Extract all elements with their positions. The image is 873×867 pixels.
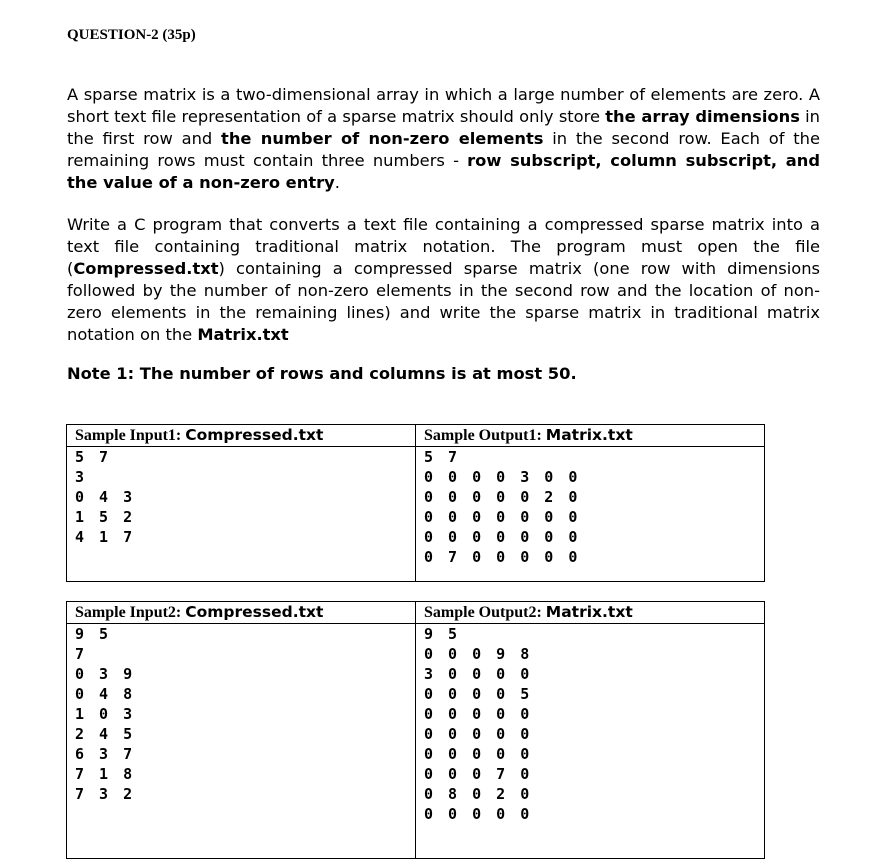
note-line: Note 1: The number of rows and columns is at most 50.: [67, 364, 577, 383]
output-body-cell: [416, 624, 765, 859]
output-line: 9 5: [424, 625, 461, 643]
input-line: 9 5: [75, 625, 112, 643]
input-filename: Compressed.txt: [185, 426, 324, 444]
text-run-bold: the array dimensions: [605, 107, 800, 126]
input-line: 1 0 3: [75, 705, 136, 723]
input-line: 2 4 5: [75, 725, 136, 743]
input-filename: Compressed.txt: [185, 603, 324, 621]
task-paragraph: [67, 214, 820, 346]
input-label: Sample Input2:: [75, 604, 186, 621]
input-line: 7: [75, 645, 88, 663]
output-line: 0 0 0 9 8: [424, 645, 533, 663]
input-line: 7 3 2: [75, 785, 136, 803]
output-line: 5 7: [424, 448, 461, 466]
text-run-bold: Compressed.txt: [73, 259, 219, 278]
output-line: 0 0 0 0 0: [424, 805, 533, 823]
output-filename: Matrix.txt: [545, 426, 633, 444]
output-line: 0 0 0 0 5: [424, 685, 533, 703]
text-run: ) containing a compressed sparse matrix (one row with dimensions followed by the number of non-zero elements in the second row and the location of non-zero elements in the remaining lines) and write the sparse matrix in traditional matrix notation on the: [67, 259, 820, 344]
input-line: 6 3 7: [75, 745, 136, 763]
input-header-cell: [67, 602, 416, 624]
output-label: Sample Output2:: [424, 604, 546, 621]
output-line: 0 0 0 0 0: [424, 705, 533, 723]
text-run: in the second row. Each of the remaining rows must contain three numbers -: [67, 129, 821, 170]
output-line: 0 0 0 0 0 0 0: [424, 528, 581, 546]
text-run-bold: Matrix.txt: [197, 325, 289, 344]
output-body-cell: [416, 447, 765, 582]
output-line: 0 8 0 2 0: [424, 785, 533, 803]
input-line: 5 7: [75, 448, 112, 466]
input-body-cell: [67, 447, 416, 582]
output-line: 0 0 0 7 0: [424, 765, 533, 783]
sample-table-1: [66, 424, 765, 582]
input-line: 0 3 9: [75, 665, 136, 683]
output-line: 3 0 0 0 0: [424, 665, 533, 683]
output-line: 0 0 0 0 0: [424, 745, 533, 763]
text-run: in the first row and: [67, 107, 820, 148]
output-line: 0 0 0 0 0 0 0: [424, 508, 581, 526]
description-paragraph: [67, 84, 820, 194]
sample-table-2: [66, 601, 765, 859]
input-line: 0 4 3: [75, 488, 136, 506]
input-body-cell: [67, 624, 416, 859]
input-line: 7 1 8: [75, 765, 136, 783]
output-filename: Matrix.txt: [545, 603, 633, 621]
text-run: .: [334, 173, 340, 192]
output-line: 0 0 0 0 3 0 0: [424, 468, 581, 486]
output-line: 0 7 0 0 0 0 0: [424, 548, 581, 566]
question-title: QUESTION-2 (35p): [67, 27, 196, 43]
input-line: 3: [75, 468, 88, 486]
text-run-bold: row subscript, column subscript, and the value of a non-zero entry: [67, 151, 820, 192]
input-label: Sample Input1:: [75, 427, 186, 444]
text-run: Write a C program that converts a text file containing a compressed sparse matrix into a text file containing traditional matrix notation. The program must open the file (: [67, 215, 820, 278]
output-label: Sample Output1:: [424, 427, 546, 444]
input-line: 4 1 7: [75, 528, 136, 546]
output-header-cell: [416, 425, 765, 447]
input-line: 0 4 8: [75, 685, 136, 703]
text-run: A sparse matrix is a two-dimensional array in which a large number of elements are zero. A short text file representation of a sparse matrix should only store: [67, 85, 820, 126]
output-header-cell: [416, 602, 765, 624]
text-run-bold: the number of non-zero elements: [221, 129, 544, 148]
input-header-cell: [67, 425, 416, 447]
output-line: 0 0 0 0 0 2 0: [424, 488, 581, 506]
output-line: 0 0 0 0 0: [424, 725, 533, 743]
input-line: 1 5 2: [75, 508, 136, 526]
